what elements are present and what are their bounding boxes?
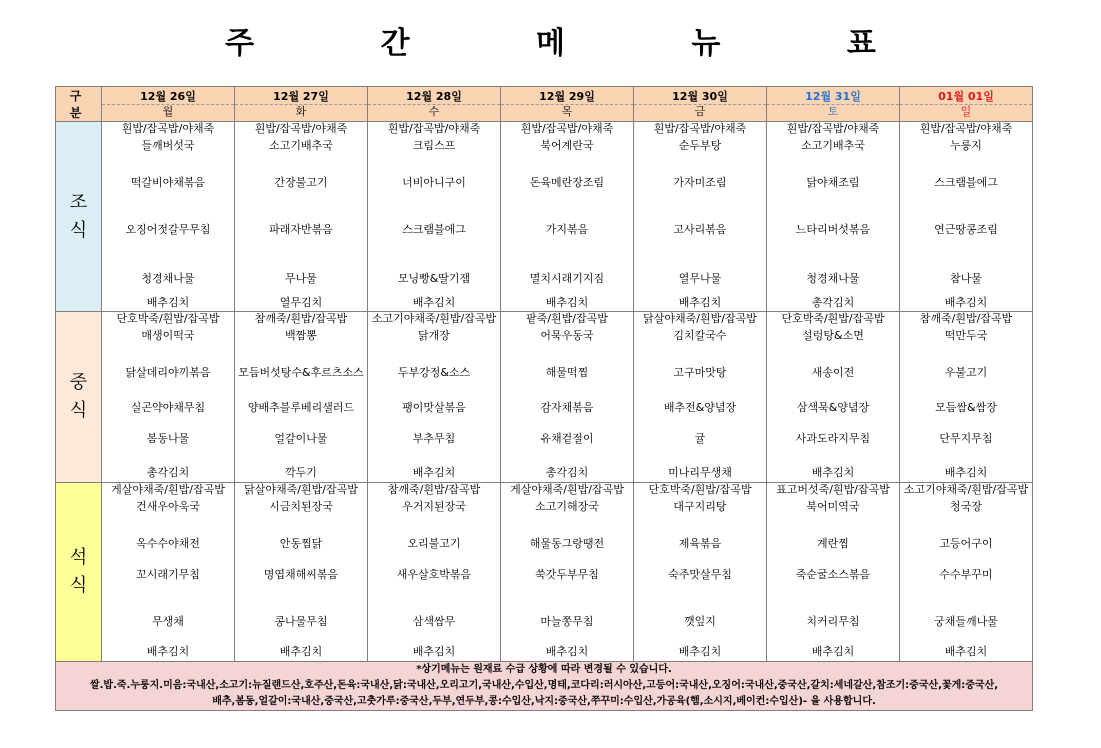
menu-item: 소고기해장국 — [535, 500, 599, 513]
day-date: 12월 26일 — [102, 90, 234, 105]
menu-item: 배추김치 — [545, 645, 589, 658]
menu-item: 소고기야채죽/흰밥/잡곡밥 — [903, 483, 1029, 496]
menu-item: 총각김치 — [545, 466, 589, 479]
lunch-row — [56, 312, 1033, 483]
menu-item: 떡갈비야채볶음 — [130, 176, 206, 189]
menu-item: 팽이맛살볶음 — [402, 401, 466, 414]
menu-item: 삼색묵&양념장 — [796, 401, 870, 414]
menu-item: 매생이떡국 — [141, 329, 195, 342]
lunch-day-2 — [368, 312, 501, 483]
menu-item: 김치칼국수 — [673, 329, 727, 342]
menu-item: 팥죽/흰밥/잡곡밥 — [526, 312, 608, 325]
menu-item: 소고기배추국 — [269, 139, 333, 152]
menu-item: 흰밥/잡곡밥/야채죽 — [520, 122, 614, 135]
dinner-row — [56, 483, 1033, 662]
weekly-menu-table — [55, 86, 1033, 711]
menu-item: 우거지된장국 — [402, 500, 466, 513]
menu-item: 돈육메란장조림 — [529, 176, 605, 189]
menu-item: 배추김치 — [944, 466, 988, 479]
menu-item: 대구지리탕 — [673, 500, 727, 513]
day-of-week: 수 — [428, 104, 440, 118]
menu-item: 설렁탕&소면 — [802, 329, 864, 342]
menu-item: 들깨버섯국 — [141, 139, 195, 152]
menu-item: 봄동나물 — [146, 432, 190, 445]
menu-item: 청경채나물 — [806, 272, 860, 285]
day-header-2 — [368, 87, 501, 122]
menu-item: 게살야채죽/흰밥/잡곡밥 — [510, 483, 624, 496]
menu-item: 배추김치 — [279, 645, 323, 658]
dinner-day-2 — [368, 483, 501, 662]
day-date: 12월 28일 — [368, 90, 500, 105]
menu-item: 스크램블에그 — [934, 176, 998, 189]
menu-item: 흰밥/잡곡밥/야채죽 — [786, 122, 880, 135]
menu-item: 배추김치 — [412, 645, 456, 658]
menu-item: 북어미역국 — [806, 500, 860, 513]
menu-item: 소고기배추국 — [801, 139, 865, 152]
menu-item: 떡만두국 — [944, 329, 988, 342]
menu-item: 배추김치 — [146, 296, 190, 309]
menu-item: 무생채 — [152, 615, 184, 628]
menu-item: 실곤약야채무침 — [130, 401, 206, 414]
day-date: 12월 30일 — [634, 90, 766, 105]
menu-item: 우불고기 — [944, 366, 988, 379]
lunch-day-0 — [102, 312, 235, 483]
day-of-week: 목 — [561, 104, 573, 118]
gubun-header: 구 분 — [56, 87, 102, 122]
day-of-week: 토 — [827, 104, 839, 118]
menu-item: 단무지무침 — [939, 432, 993, 445]
breakfast-day-6 — [900, 122, 1033, 312]
menu-item: 배추김치 — [412, 466, 456, 479]
lunch-day-4 — [634, 312, 767, 483]
menu-item: 깍두기 — [285, 466, 317, 479]
menu-item: 간장불고기 — [274, 176, 328, 189]
menu-item: 닭살데리야끼볶음 — [125, 366, 211, 379]
menu-item: 고구마맛탕 — [673, 366, 727, 379]
menu-item: 배추김치 — [944, 645, 988, 658]
dinner-day-6 — [900, 483, 1033, 662]
day-date: 12월 27일 — [235, 90, 367, 105]
menu-item: 닭살야채죽/흰밥/잡곡밥 — [643, 312, 757, 325]
menu-item: 크림스프 — [412, 139, 456, 152]
menu-item: 참깨죽/흰밥/잡곡밥 — [387, 483, 481, 496]
menu-item: 숙주맛살무침 — [668, 568, 732, 581]
menu-item: 흰밥/잡곡밥/야채죽 — [121, 122, 215, 135]
menu-item: 새송이전 — [811, 366, 855, 379]
menu-item: 시금치된장국 — [269, 500, 333, 513]
menu-item: 흰밥/잡곡밥/야채죽 — [919, 122, 1013, 135]
meal-label-char: 조 — [69, 191, 88, 213]
menu-item: 총각김치 — [811, 296, 855, 309]
breakfast-day-0 — [102, 122, 235, 312]
breakfast-label — [56, 122, 102, 312]
lunch-day-5 — [767, 312, 900, 483]
menu-item: 고사리볶음 — [673, 223, 727, 236]
menu-item: 백짬뽕 — [285, 329, 317, 342]
menu-item: 참나물 — [950, 272, 982, 285]
breakfast-day-3 — [501, 122, 634, 312]
day-header-0 — [102, 87, 235, 122]
day-of-week: 월 — [162, 104, 174, 118]
menu-item: 느타리버섯볶음 — [795, 223, 871, 236]
meal-label-char: 식 — [69, 575, 88, 596]
menu-item: 오징어젓갈무무침 — [125, 223, 211, 236]
day-header-1 — [235, 87, 368, 122]
menu-item: 누룽지 — [950, 139, 982, 152]
dinner-day-3 — [501, 483, 634, 662]
origin-notice — [56, 662, 1033, 711]
menu-item: 깻잎지 — [684, 615, 716, 628]
lunch-day-1 — [235, 312, 368, 483]
menu-item: 부추무침 — [412, 432, 456, 445]
notice-line2: 쌀.밥.죽.누룽지.미음:국내산,소고기:뉴질랜드산,호주산,돈육:국내산,닭:국내산,오리고기,국내산,수입산,명태,코다리:러시아산,고등어:국내산,오징어:국내산,중국산,갈치:세네갈산,참조기:중국산,꽃게:중국산, — [89, 680, 999, 691]
menu-item: 해물동그랑땡전 — [529, 537, 605, 550]
dinner-day-5 — [767, 483, 900, 662]
menu-item: 순두부탕 — [678, 139, 722, 152]
menu-item: 흰밥/잡곡밥/야채죽 — [254, 122, 348, 135]
menu-item: 꼬시래기무침 — [136, 568, 200, 581]
menu-item: 북어계란국 — [540, 139, 594, 152]
menu-item: 사과도라지무침 — [795, 432, 871, 445]
menu-item: 쑥갓두부무침 — [535, 568, 599, 581]
meal-label-char: 식 — [69, 400, 88, 421]
menu-item: 삼색쌈무 — [412, 615, 456, 628]
menu-item: 청국장 — [950, 500, 982, 513]
menu-item: 열무김치 — [279, 296, 323, 309]
menu-item: 유채겉절이 — [540, 432, 594, 445]
menu-item: 얼갈이나물 — [274, 432, 328, 445]
menu-item: 배추김치 — [146, 645, 190, 658]
menu-item: 치커리무침 — [806, 615, 860, 628]
menu-item: 죽순굴소스볶음 — [795, 568, 871, 581]
menu-item: 모듬쌈&쌈장 — [935, 401, 997, 414]
menu-item: 가자미조림 — [673, 176, 727, 189]
breakfast-day-1 — [235, 122, 368, 312]
meal-label-char: 식 — [69, 219, 88, 241]
menu-item: 연근땅콩조림 — [934, 223, 998, 236]
menu-item: 건새우아욱국 — [136, 500, 200, 513]
menu-item: 귤 — [694, 432, 706, 445]
menu-item: 무나물 — [285, 272, 317, 285]
menu-item: 열무나물 — [678, 272, 722, 285]
menu-item: 콩나물무침 — [274, 615, 328, 628]
day-header-6 — [900, 87, 1033, 122]
menu-item: 감자채볶음 — [540, 401, 594, 414]
menu-item: 배추김치 — [412, 296, 456, 309]
menu-item: 닭살야채죽/흰밥/잡곡밥 — [244, 483, 358, 496]
menu-item: 표고버섯죽/흰밥/잡곡밥 — [776, 483, 890, 496]
day-date: 12월 31일 — [767, 90, 899, 105]
day-date: 01월 01일 — [900, 90, 1032, 105]
day-date: 12월 29일 — [501, 90, 633, 105]
menu-item: 배추전&양념장 — [663, 401, 737, 414]
day-header-4 — [634, 87, 767, 122]
menu-item: 모닝빵&딸기잼 — [397, 272, 471, 285]
menu-item: 닭야채조림 — [806, 176, 860, 189]
menu-item: 모듬버섯탕수&후르츠소스 — [238, 366, 364, 379]
menu-item: 오리불고기 — [407, 537, 461, 550]
day-header-3 — [501, 87, 634, 122]
dinner-day-0 — [102, 483, 235, 662]
menu-item: 가지볶음 — [545, 223, 589, 236]
menu-item: 어묵우동국 — [540, 329, 594, 342]
menu-item: 멸치시래기지짐 — [529, 272, 605, 285]
dinner-day-1 — [235, 483, 368, 662]
menu-item: 단호박죽/흰밥/잡곡밥 — [116, 312, 220, 325]
menu-item: 게살야채죽/흰밥/잡곡밥 — [111, 483, 225, 496]
meal-label-char: 석 — [69, 547, 88, 568]
meal-label-char: 중 — [69, 372, 88, 393]
menu-item: 해물떡찜 — [545, 366, 589, 379]
menu-item: 안동찜닭 — [279, 537, 323, 550]
menu-item: 배추김치 — [811, 466, 855, 479]
menu-item: 배추김치 — [678, 296, 722, 309]
menu-item: 계란찜 — [817, 537, 849, 550]
menu-item: 너비아니구이 — [402, 176, 466, 189]
menu-item: 배추김치 — [944, 296, 988, 309]
menu-item: 닭개장 — [418, 329, 450, 342]
day-of-week: 화 — [295, 104, 307, 118]
menu-item: 흰밥/잡곡밥/야채죽 — [653, 122, 747, 135]
menu-item: 미나리무생채 — [668, 466, 732, 479]
menu-item: 참깨죽/흰밥/잡곡밥 — [254, 312, 348, 325]
header-row — [56, 87, 1033, 122]
menu-item: 마늘쫑무침 — [540, 615, 594, 628]
menu-item: 단호박죽/흰밥/잡곡밥 — [781, 312, 885, 325]
day-of-week: 금 — [694, 104, 706, 118]
menu-item: 배추김치 — [678, 645, 722, 658]
menu-item: 배추김치 — [811, 645, 855, 658]
menu-item: 두부강정&소스 — [397, 366, 471, 379]
menu-item: 스크램블에그 — [402, 223, 466, 236]
menu-item: 옥수수야채전 — [136, 537, 200, 550]
dinner-day-4 — [634, 483, 767, 662]
notice-line1: *상기메뉴는 원재료 수급 상황에 따라 변경될 수 있습니다. — [416, 664, 672, 675]
menu-item: 참깨죽/흰밥/잡곡밥 — [919, 312, 1013, 325]
day-header-5 — [767, 87, 900, 122]
menu-item: 단호박죽/흰밥/잡곡밥 — [648, 483, 752, 496]
breakfast-day-2 — [368, 122, 501, 312]
notice-row — [56, 662, 1033, 711]
breakfast-row — [56, 122, 1033, 312]
breakfast-day-4 — [634, 122, 767, 312]
menu-item: 제육볶음 — [678, 537, 722, 550]
menu-item: 총각김치 — [146, 466, 190, 479]
menu-item: 양배추블루베리샐러드 — [247, 401, 355, 414]
notice-line3: 배추,봄동,얼갈이:국내산,중국산,고춧가루:중국산,두부,연두부,콩:수입산,낙지:중국산,쭈꾸미:수입산,가공육(햄,소시지,베이컨:수입산)- 을 사용합니다. — [212, 696, 876, 707]
page-title: 주 간 메 뉴 표 — [225, 26, 934, 61]
lunch-day-3 — [501, 312, 634, 483]
breakfast-day-5 — [767, 122, 900, 312]
menu-item: 배추김치 — [545, 296, 589, 309]
menu-item: 고등어구이 — [939, 537, 993, 550]
menu-item: 소고기야채죽/흰밥/잡곡밥 — [371, 312, 497, 325]
lunch-label — [56, 312, 102, 483]
lunch-day-6 — [900, 312, 1033, 483]
menu-item: 명엽채해씨볶음 — [263, 568, 339, 581]
dinner-label — [56, 483, 102, 662]
menu-item: 파래자반볶음 — [269, 223, 333, 236]
day-of-week: 일 — [960, 104, 972, 118]
menu-item: 청경채나물 — [141, 272, 195, 285]
menu-item: 궁채들깨나물 — [934, 615, 998, 628]
menu-item: 수수부꾸미 — [939, 568, 993, 581]
menu-item: 흰밥/잡곡밥/야채죽 — [387, 122, 481, 135]
menu-item: 새우살호박볶음 — [396, 568, 472, 581]
